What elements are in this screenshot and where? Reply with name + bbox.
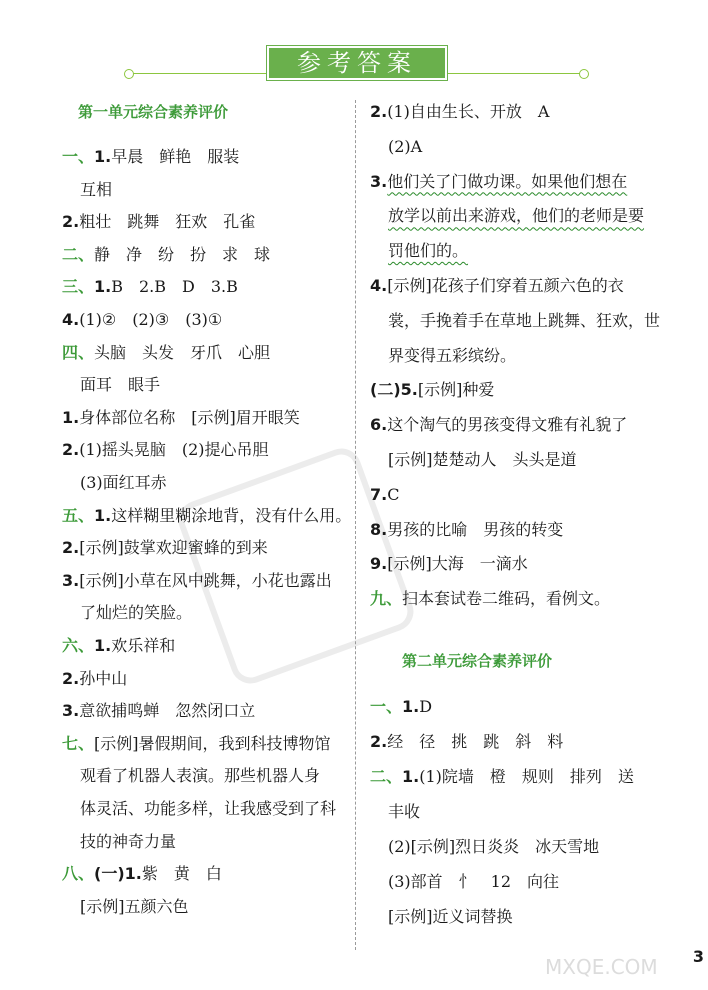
answer-line	[80, 374, 160, 396]
answer-text: [示例]小草在风中跳舞，小花也露出	[79, 570, 332, 590]
question-number: 9.	[370, 554, 388, 574]
answer-line	[80, 472, 167, 494]
answer-line	[370, 379, 494, 401]
answer-line	[62, 276, 238, 298]
question-group-marker: 二、	[62, 244, 95, 264]
answer-text: 罚他们的。	[388, 241, 469, 261]
question-group-marker: 二、	[370, 767, 403, 786]
question-number: 8.	[370, 519, 388, 539]
answer-text: [示例]暑假期间，我到科技博物馆	[94, 733, 331, 753]
answer-line	[370, 696, 432, 718]
answer-text: 这个淘气的男孩变得文雅有礼貌了	[387, 415, 628, 435]
answer-line	[62, 570, 332, 592]
answer-line	[62, 863, 222, 885]
answer-line	[388, 205, 644, 227]
question-group-marker: 五、	[62, 505, 95, 525]
answer-line	[62, 537, 268, 559]
answer-text: 互相	[80, 179, 113, 199]
question-group-marker: 九、	[370, 589, 403, 609]
answer-text: 身体部位名称 [示例]眉开眼笑	[79, 407, 300, 427]
column-divider	[355, 100, 356, 950]
question-number: 1.	[62, 407, 80, 427]
question-number: 3.	[62, 570, 80, 590]
answer-line	[62, 733, 331, 755]
question-number: 1.	[94, 636, 112, 655]
answer-line	[388, 310, 660, 332]
answer-line	[388, 240, 468, 262]
answer-text: 界变得五彩缤纷。	[388, 345, 517, 365]
question-number: (一)1.	[94, 864, 142, 884]
answer-line	[80, 179, 112, 201]
answer-text: 丰收	[388, 802, 421, 821]
answer-text: 扫本套试卷二维码，看例文。	[402, 589, 611, 609]
page-number: 3	[692, 947, 704, 966]
answer-text: 观看了机器人表演。那些机器人身	[80, 766, 321, 786]
question-number: 7.	[370, 484, 388, 504]
question-group-marker: 七、	[62, 733, 95, 753]
answer-text: 头脑 头发 牙爪 心胆	[94, 342, 271, 362]
answer-text: [示例]种爱	[417, 380, 495, 400]
answer-text: 意欲捕鸣蝉 忽然闭口立	[79, 701, 256, 721]
answer-text: 了灿烂的笑脸。	[80, 603, 193, 623]
question-group-marker: 八、	[62, 864, 95, 884]
question-group-marker: 四、	[62, 342, 95, 362]
question-number: 2.	[62, 538, 80, 558]
answer-text: C	[387, 484, 400, 504]
answer-line	[62, 244, 270, 266]
section-title-unit-1: 第一单元综合素养评价	[78, 103, 229, 121]
answer-text: (2)[示例]烈日炎炎 冰天雪地	[388, 837, 600, 856]
header-rule-right-dot	[579, 69, 589, 79]
question-number: 2.	[370, 732, 388, 751]
answer-text: (1)摇头晃脑 (2)提心吊胆	[79, 440, 269, 460]
question-number: 3.	[62, 701, 80, 721]
answer-text: (1)自由生长、开放 A	[387, 102, 550, 121]
question-number: 1.	[94, 277, 112, 297]
answer-line	[80, 896, 189, 918]
question-number: 2.	[62, 440, 80, 460]
answer-text: 孙中山	[79, 668, 128, 688]
answer-text: 放学以前出来游戏，他们的老师是要	[388, 206, 645, 226]
answer-line	[370, 414, 627, 436]
answer-line	[370, 275, 624, 297]
answer-line	[62, 342, 270, 364]
answer-text: (1)② (2)③ (3)①	[79, 310, 223, 329]
answer-line	[62, 668, 127, 690]
answer-text: 体灵活、功能多样，让我感受到了科	[80, 799, 337, 818]
answer-line	[62, 439, 269, 461]
answer-text: (2)A	[388, 136, 423, 156]
question-number: 4.	[62, 310, 80, 329]
question-group-marker: 三、	[62, 277, 95, 297]
answer-line	[388, 871, 559, 893]
question-number: 1.	[94, 505, 112, 525]
answer-text: B 2.B D 3.B	[111, 277, 238, 297]
question-group-marker: 六、	[62, 636, 95, 655]
answer-line	[80, 602, 192, 624]
question-group-marker: 一、	[62, 147, 95, 166]
answer-text: [示例]花孩子们穿着五颜六色的衣	[387, 276, 624, 295]
answer-text: [示例]楚楚动人 头头是道	[388, 450, 577, 469]
answer-line	[80, 831, 176, 853]
answer-line	[62, 505, 351, 527]
answer-text: 静 净 纷 扮 求 球	[94, 244, 271, 264]
answer-text: 这样糊里糊涂地背，没有什么用。	[111, 505, 352, 525]
answer-text: 早晨 鲜艳 服装	[111, 147, 240, 166]
answer-line	[62, 700, 255, 722]
answer-line	[62, 309, 222, 331]
header-rule-left-dot	[124, 69, 134, 79]
question-number: 2.	[62, 668, 80, 688]
answer-line	[370, 101, 549, 123]
question-number: 2.	[370, 102, 388, 121]
answer-text: [示例]鼓掌欢迎蜜蜂的到来	[79, 538, 268, 558]
question-number: 6.	[370, 415, 388, 435]
answer-line	[370, 731, 563, 753]
answer-line	[388, 801, 420, 823]
answer-text: 欢乐祥和	[111, 636, 176, 655]
answer-line	[388, 345, 516, 367]
question-number: (二)5.	[370, 380, 418, 400]
question-number: 4.	[370, 276, 388, 295]
answer-text: 男孩的比喻 男孩的转变	[387, 519, 564, 539]
answer-text: (3)部首 忄 12 向往	[388, 872, 560, 891]
answer-text: 他们关了门做功课。如果他们想在	[387, 171, 628, 191]
answer-line	[62, 211, 255, 233]
answer-text: 面耳 眼手	[80, 375, 161, 395]
answer-line	[388, 906, 513, 928]
answer-line	[62, 407, 300, 429]
answer-line	[370, 484, 399, 506]
answer-text: D	[419, 697, 433, 716]
question-number: 1.	[94, 147, 112, 166]
answer-line	[62, 635, 175, 657]
answer-line	[388, 449, 577, 471]
section-title-unit-2: 第二单元综合素养评价	[402, 652, 553, 670]
question-number: 1.	[402, 697, 420, 716]
answer-text: 技的神奇力量	[80, 831, 177, 851]
question-number: 1.	[402, 767, 420, 786]
answer-text: 经 径 挑 跳 斜 料	[387, 732, 564, 751]
question-number: 3.	[370, 171, 388, 191]
answer-line	[388, 136, 422, 158]
answer-line	[62, 146, 239, 168]
answer-text: (1)院墙 橙 规则 排列 送	[419, 767, 634, 786]
question-group-marker: 一、	[370, 697, 403, 716]
question-number: 2.	[62, 212, 80, 232]
answer-line	[370, 171, 627, 193]
answer-text: [示例]五颜六色	[80, 896, 189, 916]
answer-line	[80, 765, 320, 787]
answer-line	[370, 766, 634, 788]
answer-text: (3)面红耳赤	[80, 473, 167, 492]
answer-line	[370, 588, 610, 610]
answer-text: 粗壮 跳舞 狂欢 孔雀	[79, 212, 256, 232]
answer-line	[370, 519, 563, 541]
answer-line	[370, 553, 528, 575]
answer-text: 裳，手挽着手在草地上跳舞、狂欢，世	[388, 310, 661, 330]
page-title: 参考答案	[266, 45, 448, 81]
answer-text: 紫 黄 白	[141, 864, 222, 884]
watermark-text: MXQE.COM	[545, 955, 658, 979]
answer-text: [示例]近义词替换	[388, 907, 513, 926]
answer-text: [示例]大海 一滴水	[387, 554, 528, 574]
answer-line	[80, 798, 336, 820]
answer-line	[388, 836, 599, 858]
